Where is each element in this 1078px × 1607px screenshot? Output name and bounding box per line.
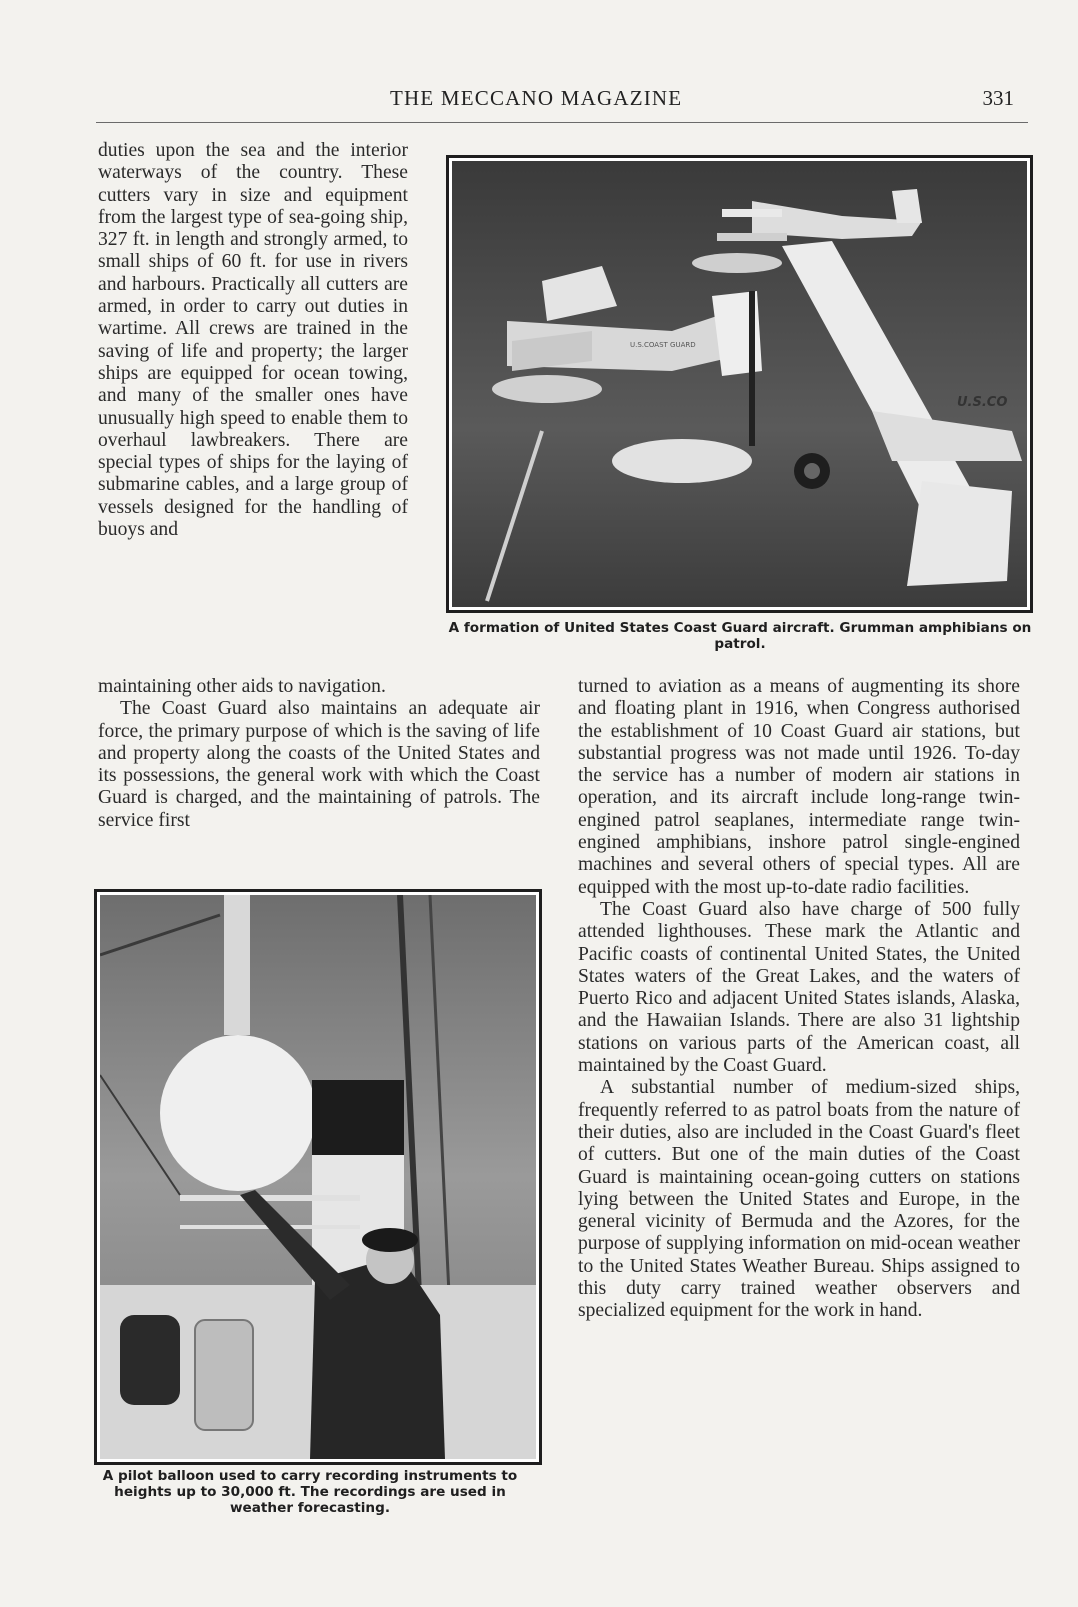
page-number: 331 xyxy=(982,86,1014,110)
column-left-wrapped xyxy=(98,140,408,541)
magazine-title: THE MECCANO MAGAZINE xyxy=(390,86,683,110)
paragraph-aviation: turned to aviation as a means of augmenting its shore and floating plant in 1916, when Congress authorised the establishment of 10 Coast Guard air stations, but substantial progress was not made until 1926. To-day the service has a number of modern air stations in operation, and its aircraft include long-range twin-engined patrol seaplanes, intermediate range twin-engined amphibians, inshore patrol single-engined machines and several others of special types. All are equipped with the most up-to-date radio facilities. xyxy=(578,676,1020,898)
ship-funnel xyxy=(312,1080,404,1155)
paragraph-continuation: maintaining other aids to navigation. xyxy=(98,676,386,697)
pilot-balloon xyxy=(160,1035,316,1191)
column-right xyxy=(578,676,1020,1323)
fuselage-marking: U.S.COAST GUARD xyxy=(630,341,696,349)
wing-marking: U.S.CO xyxy=(957,395,1008,410)
balloon-caption: A pilot balloon used to carry recording instruments to heights up to 30,000 ft. The recordings are used in weather forecasting. xyxy=(102,1468,518,1516)
page-header xyxy=(96,86,1028,123)
paragraph-air-force: The Coast Guard also maintains an adequate air force, the primary purpose of which is the saving of life and property along the coasts of the United States and its possessions, the general work with which the Coast Guard is charged, and the maintaining of patrols. The service first xyxy=(98,698,540,831)
balloon-photo xyxy=(94,889,542,1465)
paragraph-lighthouses: The Coast Guard also have charge of 500 fully attended lighthouses. These mark the Atlantic and Pacific coasts of continental United States, the United States waters of the Great Lakes, and the waters of Puerto Rico and adjacent United States islands, Alaska, and the Hawaiian Islands. There are also 31 lightship stations on various parts of the American coast, all maintained by the Coast Guard. xyxy=(578,898,1020,1077)
column-left-lower xyxy=(98,676,540,832)
aircraft-photo xyxy=(446,155,1033,613)
paragraph-patrol-boats: A substantial number of medium-sized ships, frequently referred to as patrol boats from the nature of their duties, also are included in the Coast Guard's fleet of cutters. But one of the main duties of the Coast Guard is maintaining ocean-going cutters on stations lying between the United States and Europe, in the general vicinity of Bermuda and the Azores, for the purpose of supplying information on mid-ocean weather to the United States Weather Bureau. Ships assigned to this duty carry trained weather observers and specialized equipment for the work in hand. xyxy=(578,1077,1020,1322)
paragraph-cutters: duties upon the sea and the interior waterways of the country. These cutters vary in size and equipment from the largest type of sea-going ship, 327 ft. in length and strongly armed, to small ships of 60 ft. for use in rivers and harbours. Practically all cutters are armed, in order to carry out duties in wartime. All crews are trained in the saving of life and property; the larger ships are equipped for ocean towing, and many of the smaller ones have unusually high speed to enable them to overhaul lawbreakers. There are special types of ships for the laying of submarine cables, and a large group of vessels designed for the handling of buoys and xyxy=(98,140,408,541)
aircraft-caption: A formation of United States Coast Guard aircraft. Grumman amphibians on patrol. xyxy=(448,620,1032,652)
